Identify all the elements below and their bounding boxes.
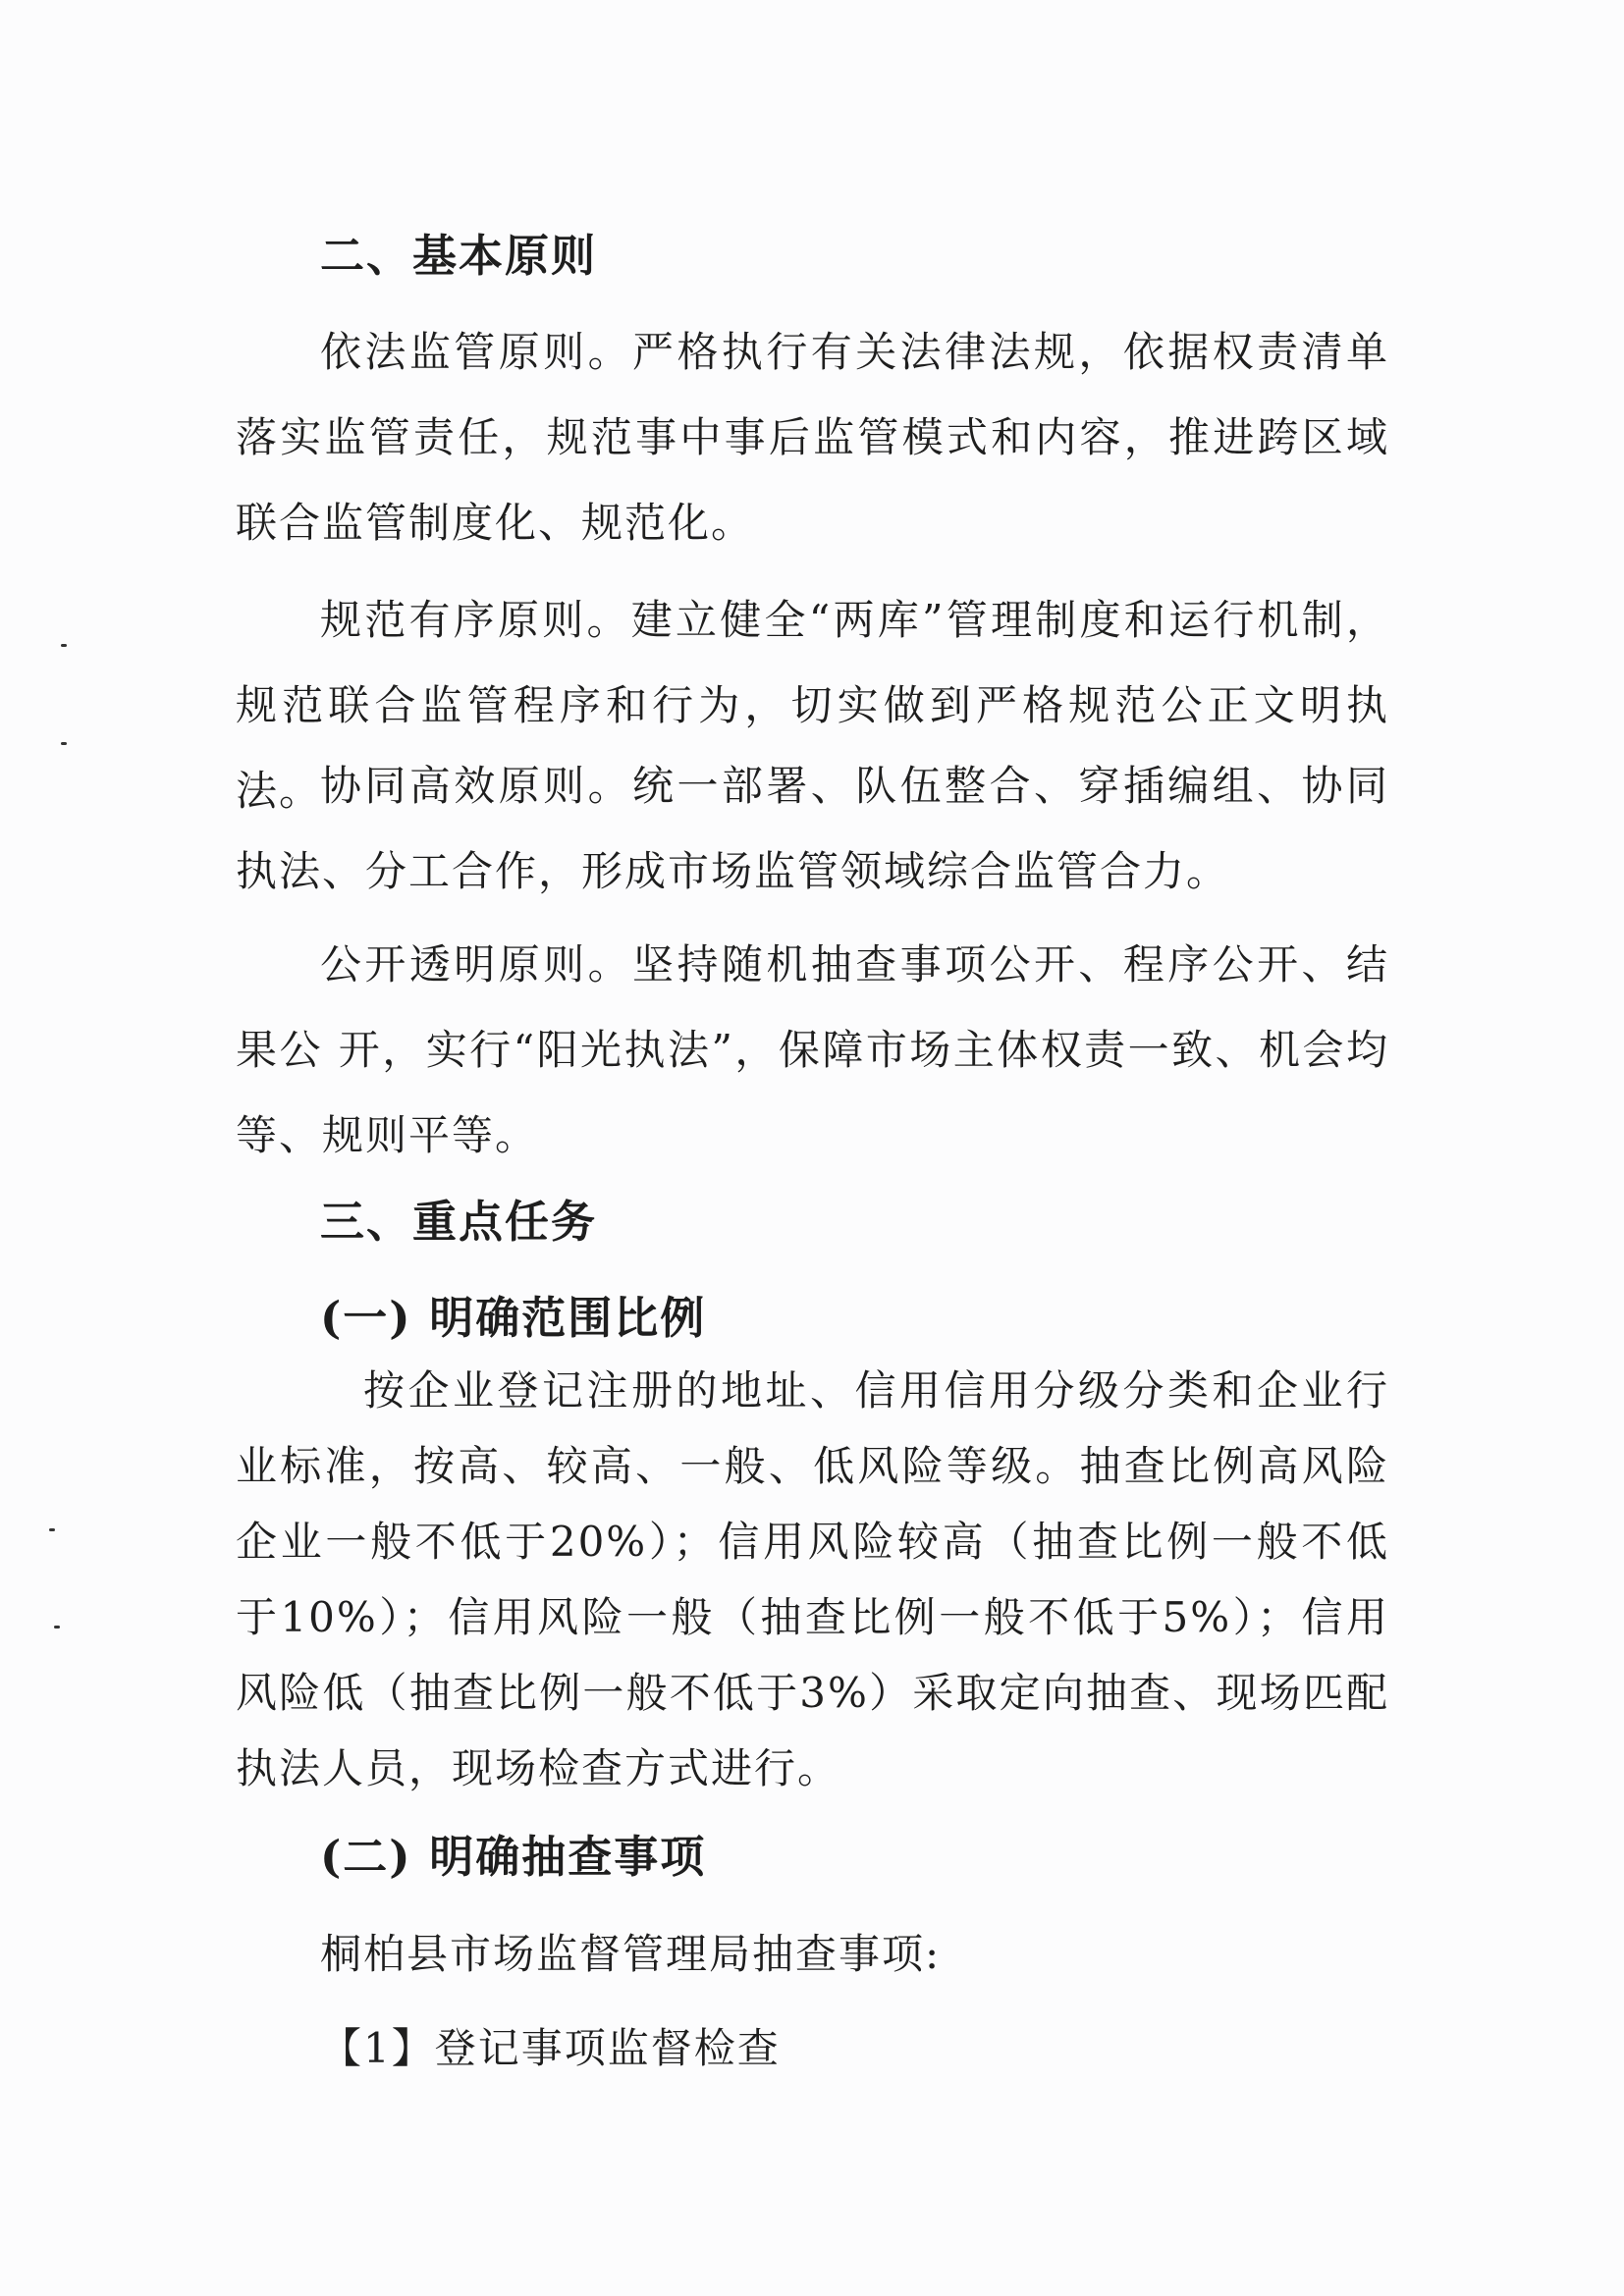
scan-speck xyxy=(49,1528,55,1531)
inspection-items-intro: 桐柏县市场监督管理局抽查事项: xyxy=(320,1930,942,1978)
scope-ratio-paragraph: 按企业登记注册的地址、信用信用分级分类和企业行业标准，按高、较高、一般、低风险等级。抽查比例高风险企业一般不低于20%）；信用风险较高（抽查比例一般不低于10%）；信用风险一般（抽查比例一般不低于5%）；信用风险低（抽查比例一般不低于3%）采取定向抽查、现场匹配执法人员，现场检查方式进行。 xyxy=(236,1366,1389,1792)
subsection-1-heading: (一) 明确范围比例 xyxy=(320,1292,707,1344)
section-3-heading: 三、重点任务 xyxy=(320,1196,598,1248)
principle-transparency-paragraph: 公开透明原则。坚持随机抽查事项公开、程序公开、结果公 开，实行“阳光执法”，保障市场主体权责一致、机会均等、规则平等。 xyxy=(236,940,1389,1159)
scan-speck xyxy=(54,1626,60,1629)
scan-speck xyxy=(61,742,67,745)
principle-legal-paragraph: 依法监管原则。严格执行有关法律法规，依据权责清单落实监管责任，规范事中事后监管模式和内容，推进跨区域联合监管制度化、规范化。 xyxy=(236,328,1389,547)
principle-efficiency-paragraph: 协同高效原则。统一部署、队伍整合、穿插编组、协同执法、分工合作，形成市场监管领域综合监管合力。 xyxy=(236,762,1389,895)
inspection-item-1: 【1】登记事项监督检查 xyxy=(320,2024,781,2072)
principle-order-paragraph: 规范有序原则。建立健全“两库”管理制度和运行机制，规范联合监管程序和行为，切实做到严格规范公正文明执法。 xyxy=(236,596,1389,815)
scan-speck xyxy=(61,644,67,647)
section-2-heading: 二、基本原则 xyxy=(320,230,598,282)
subsection-2-heading: (二) 明确抽查事项 xyxy=(320,1831,707,1883)
